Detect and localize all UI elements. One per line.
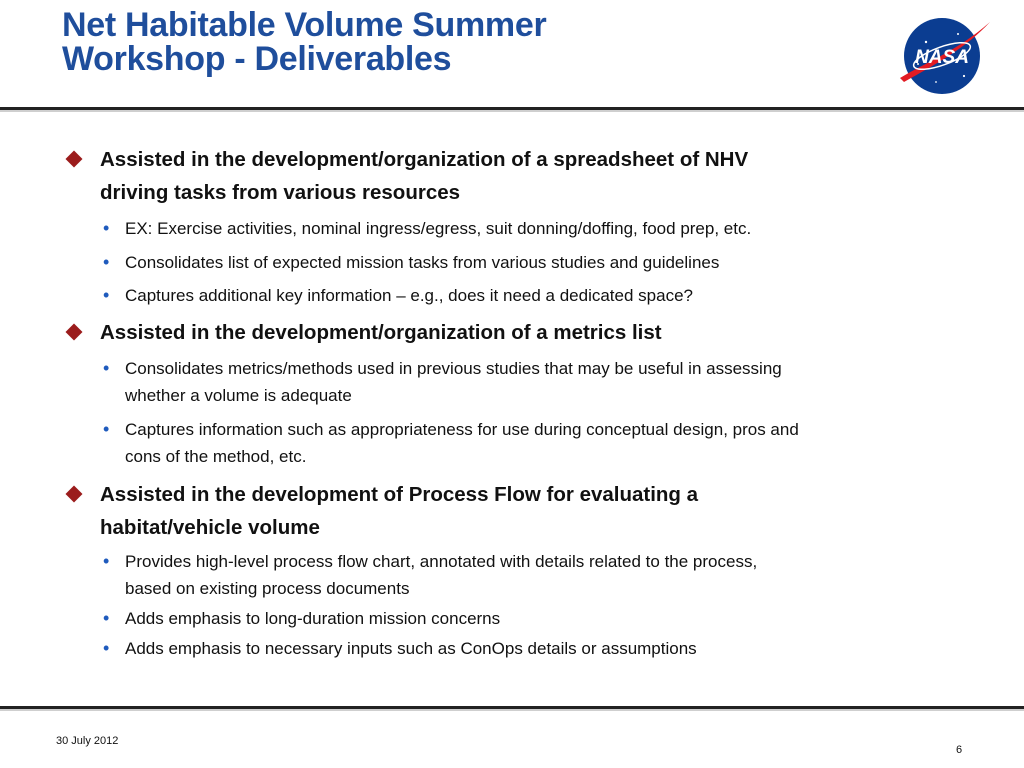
nasa-logo-text: NASA: [915, 47, 969, 68]
main-bullet-3: [100, 478, 920, 544]
sub-bullet-2-2: [125, 416, 965, 470]
main-bullet-2: [100, 316, 920, 349]
dot-bullet-icon: •: [103, 551, 110, 571]
main-bullet-1: [100, 143, 920, 209]
footer-date: 30 July 2012: [56, 735, 119, 747]
sub-bullet-3-1-line-2: based on existing process documents: [125, 579, 410, 598]
slide-title-line-2: Workshop - Deliverables: [62, 40, 452, 78]
diamond-bullet-icon: [66, 151, 83, 168]
footer-divider-shadow: [0, 709, 1024, 711]
sub-bullet-2-2-line-1: Captures information such as appropriateness for use during conceptual design, pros and: [125, 420, 799, 439]
main-bullet-3-line-1: Assisted in the development of Process Flow for evaluating a: [100, 483, 699, 506]
sub-bullet-3-3: Adds emphasis to necessary inputs such as ConOps details or assumptions: [125, 639, 697, 658]
sub-bullet-1-2: Consolidates list of expected mission tasks from various studies and guidelines: [125, 253, 720, 272]
main-bullet-3-line-2: habitat/vehicle volume: [100, 516, 320, 539]
sub-bullet-2-1-line-2: whether a volume is adequate: [125, 386, 352, 405]
diamond-bullet-icon: [66, 324, 83, 341]
main-bullet-1-line-1: Assisted in the development/organization of a spreadsheet of NHV: [100, 148, 749, 171]
sub-bullet-3-1: [125, 548, 965, 602]
diamond-bullet-icon: [66, 486, 83, 503]
page-number: 6: [956, 744, 963, 756]
sub-bullet-2-1: [125, 355, 965, 409]
dot-bullet-icon: •: [103, 252, 110, 272]
sub-bullet-2-2-line-2: cons of the method, etc.: [125, 447, 307, 466]
dot-bullet-icon: •: [103, 608, 110, 628]
dot-bullet-icon: •: [103, 285, 110, 305]
main-bullet-2-line-1: Assisted in the development/organization of a metrics list: [100, 321, 662, 344]
dot-bullet-icon: •: [103, 218, 110, 238]
dot-bullet-icon: •: [103, 358, 110, 378]
dot-bullet-icon: •: [103, 638, 110, 658]
main-bullet-1-line-2: driving tasks from various resources: [100, 181, 461, 204]
sub-bullet-3-2: Adds emphasis to long-duration mission concerns: [125, 609, 501, 628]
sub-bullet-3-1-line-1: Provides high-level process flow chart, annotated with details related to the process,: [125, 552, 758, 571]
dot-bullet-icon: •: [103, 419, 110, 439]
sub-bullet-1-1: EX: Exercise activities, nominal ingress/egress, suit donning/doffing, food prep, etc.: [125, 219, 752, 238]
slide-title-line-1: Net Habitable Volume Summer: [62, 6, 547, 44]
sub-bullet-1-3: Captures additional key information – e.g., does it need a dedicated space?: [125, 286, 693, 305]
sub-bullet-2-1-line-1: Consolidates metrics/methods used in previous studies that may be useful in assessing: [125, 359, 782, 378]
